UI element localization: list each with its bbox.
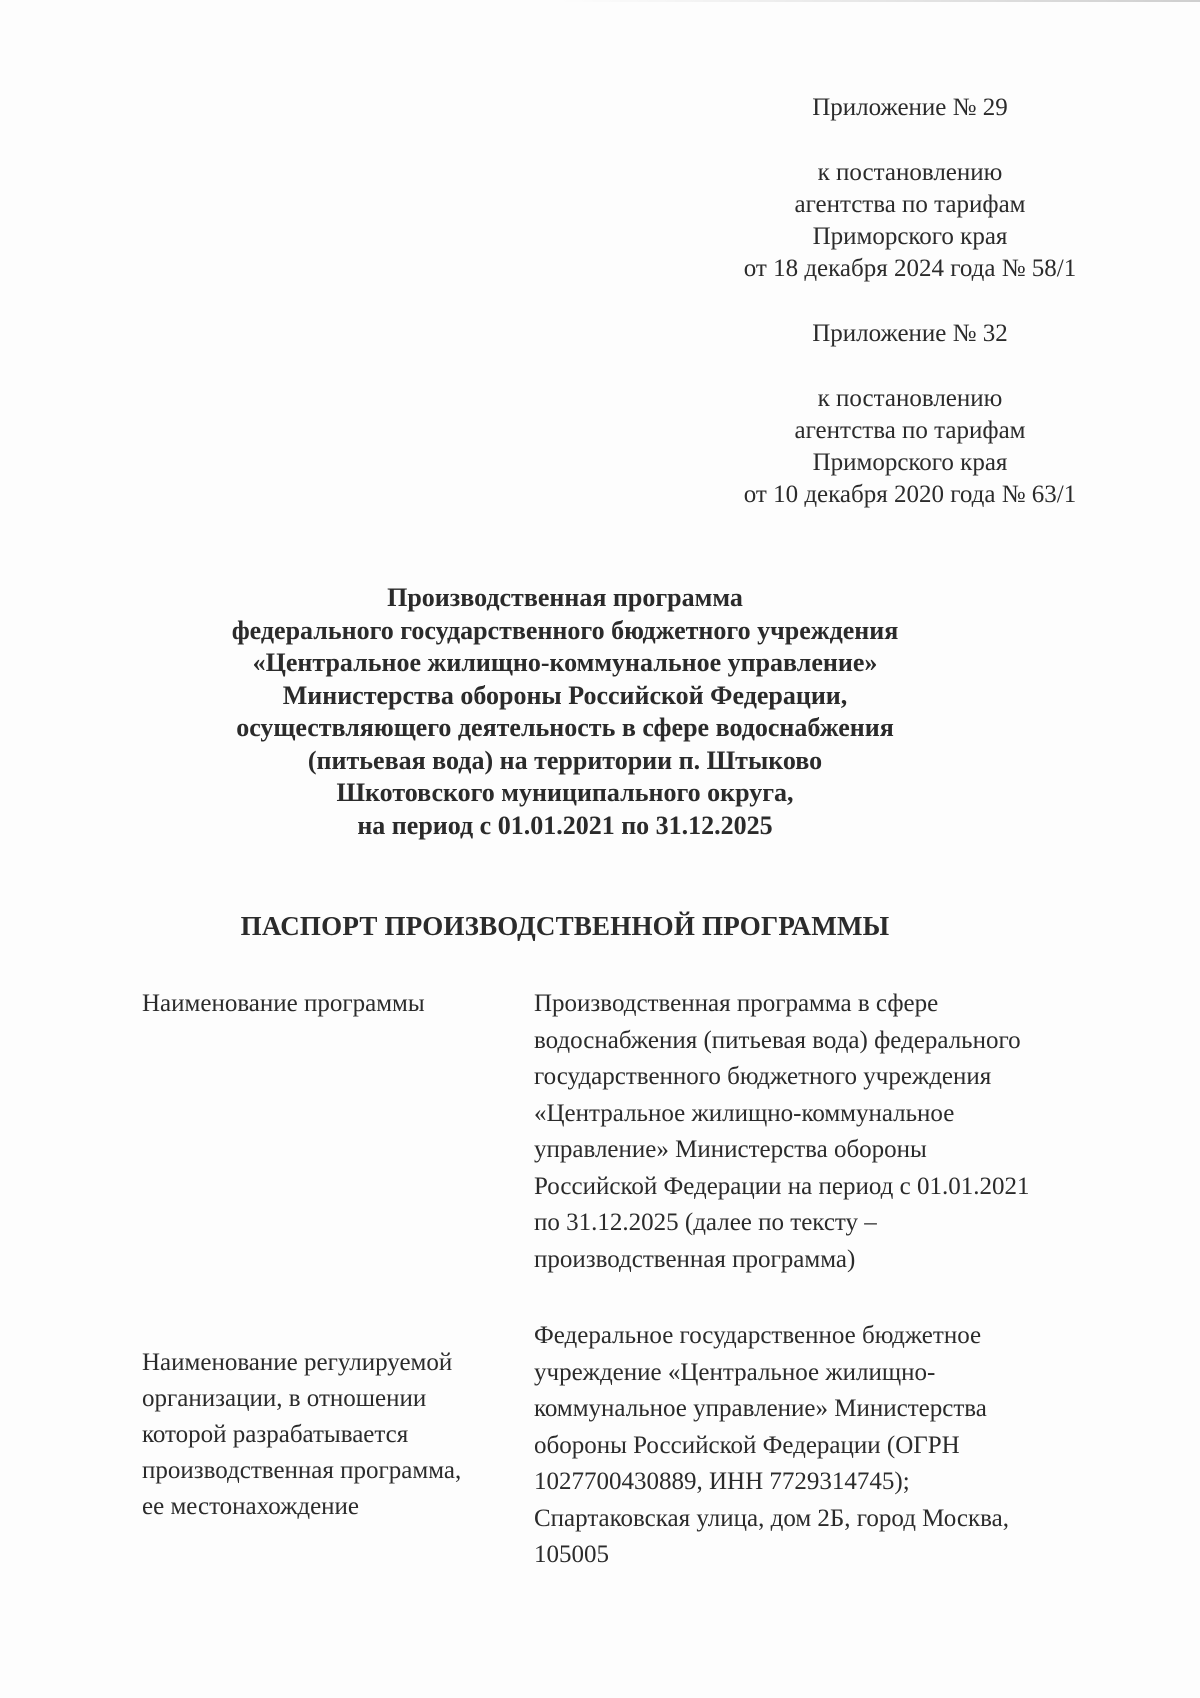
- appendix-original-line: к постановлению: [817, 385, 1003, 412]
- label-line: Наименование регулируемой: [142, 1349, 453, 1376]
- label-line: организации, в отношении: [142, 1385, 427, 1412]
- appendix-original-line: от 10 декабря 2020 года № 63/1: [743, 481, 1077, 508]
- value-line: водоснабжения (питьевая вода) федерального: [534, 1026, 1021, 1054]
- document-title-line: «Центральное жилищно-коммунальное управление»: [252, 648, 878, 677]
- value-line: коммунальное управление» Министерства: [534, 1395, 987, 1422]
- passport-row-label: [142, 1345, 522, 1525]
- document-title: [150, 582, 980, 842]
- value-line: Российской Федерации на период с 01.01.2021: [534, 1172, 1030, 1200]
- appendix-current-line: Приморского края: [812, 223, 1008, 250]
- passport-row-value: [534, 1318, 1114, 1574]
- value-line: по 31.12.2025 (далее по тексту –: [534, 1209, 877, 1236]
- label-line: ее местонахождение: [142, 1493, 360, 1520]
- appendix-current-line: от 18 декабря 2024 года № 58/1: [743, 255, 1077, 282]
- value-line: управление» Министерства обороны: [534, 1136, 927, 1163]
- appendix-current-title: Приложение № 29: [812, 94, 1008, 121]
- value-line: учреждение «Центральное жилищно-: [534, 1358, 936, 1386]
- document-title-line: Министерства обороны Российской Федерации,: [282, 680, 848, 710]
- value-line: производственная программа): [534, 1245, 856, 1273]
- document-title-line: осуществляющего деятельность в сфере водоснабжения: [236, 713, 894, 742]
- label-line: производственная программа,: [142, 1457, 462, 1484]
- document-title-line: (питьевая вода) на территории п. Штыково: [307, 745, 823, 775]
- passport-row-label: [142, 986, 522, 1022]
- appendix-current: [700, 92, 1120, 285]
- value-line: «Центральное жилищно-коммунальное: [534, 1099, 955, 1127]
- value-line: Спартаковская улица, дом 2Б, город Москва,: [534, 1504, 1009, 1532]
- value-line: обороны Российской Федерации (ОГРН: [534, 1431, 960, 1459]
- value-line: 105005: [534, 1541, 609, 1568]
- label-line: Наименование программы: [142, 990, 425, 1017]
- label-line: которой разрабатывается: [142, 1421, 409, 1448]
- document-title-line: федерального государственного бюджетного учреждения: [231, 615, 899, 645]
- appendix-original: [700, 318, 1120, 511]
- value-line: государственного бюджетного учреждения: [534, 1063, 992, 1090]
- passport-row-value: [534, 986, 1114, 1278]
- value-line: Федеральное государственное бюджетное: [534, 1322, 982, 1349]
- appendix-original-title: Приложение № 32: [812, 320, 1008, 347]
- appendix-current-line: агентства по тарифам: [794, 191, 1026, 218]
- document-title-line: на период с 01.01.2021 по 31.12.2025: [357, 810, 773, 840]
- appendix-current-line: к постановлению: [817, 159, 1003, 186]
- passport-heading: ПАСПОРТ ПРОИЗВОДСТВЕННОЙ ПРОГРАММЫ: [240, 911, 890, 941]
- appendix-original-line: агентства по тарифам: [794, 417, 1026, 444]
- value-line: Производственная программа в сфере: [534, 990, 939, 1017]
- scan-edge-shadow: [560, 0, 1200, 2]
- value-line: 1027700430889, ИНН 7729314745);: [534, 1468, 910, 1495]
- appendix-original-line: Приморского края: [812, 449, 1008, 476]
- document-title-line: Шкотовского муниципального округа,: [336, 778, 794, 807]
- document-title-line: Производственная программа: [387, 583, 743, 612]
